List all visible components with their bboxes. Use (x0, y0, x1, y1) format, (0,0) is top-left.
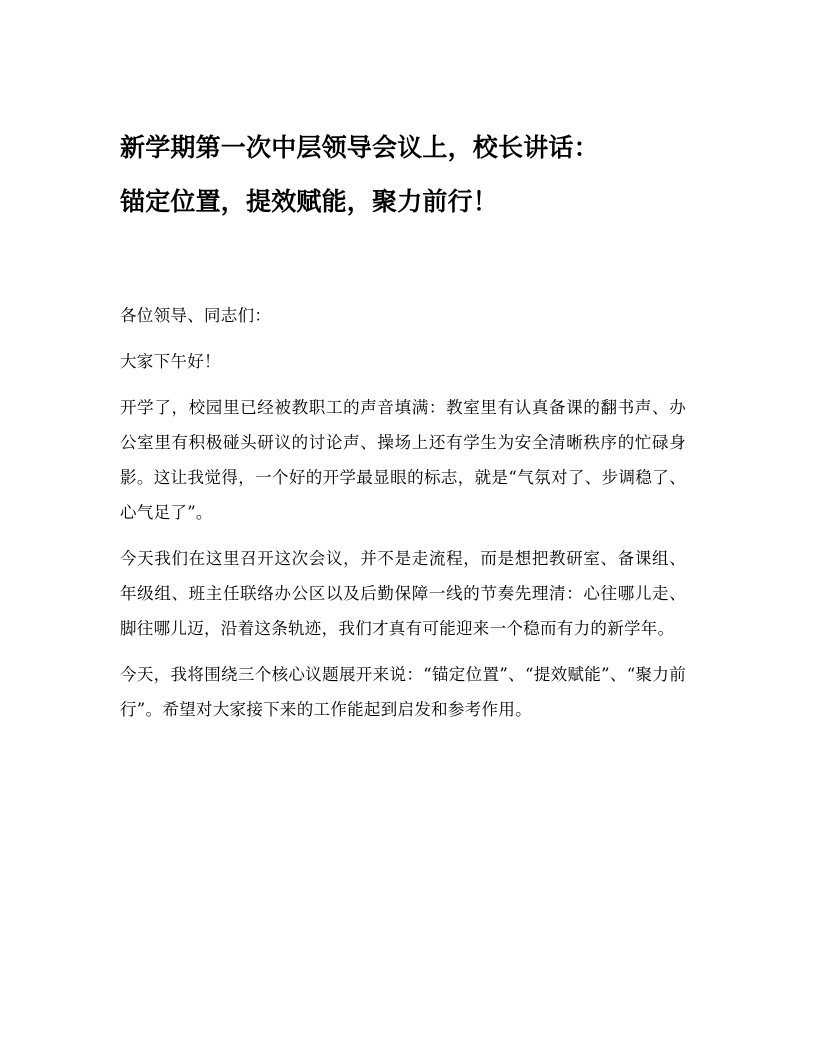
title-line-2: 锚定位置，提效赋能，聚力前行！ (120, 187, 499, 216)
paragraph-purpose: 今天我们在这里召开这次会议，并不是走流程，而是想把教研室、备课组、年级组、班主任联络办公区以及后勤保障一线的节奏先理清：心往哪儿走、脚往哪儿迈，沿着这条轨迹，我们才真有可能迎来一个稳而有力的新学年。 (120, 549, 686, 638)
salutation: 各位领导、同志们： (120, 306, 272, 325)
paragraph-agenda: 今天，我将围绕三个核心议题展开来说：“锚定位置”、“提效赋能”、“聚力前行”。希望对大家接下来的工作能起到启发和参考作用。 (120, 665, 686, 719)
title-line-1: 新学期第一次中层领导会议上，校长讲话： (120, 133, 599, 162)
greeting: 大家下午好！ (120, 352, 221, 371)
paragraph-opening: 开学了，校园里已经被教职工的声音填满：教室里有认真备课的翻书声、办公室里有积极碰头研议的讨论声、操场上还有学生为安全清晰秩序的忙碌身影。这让我觉得，一个好的开学最显眼的标志，就是“气氛对了、步调稳了、心气足了”。 (120, 398, 686, 522)
document-body (120, 298, 686, 738)
